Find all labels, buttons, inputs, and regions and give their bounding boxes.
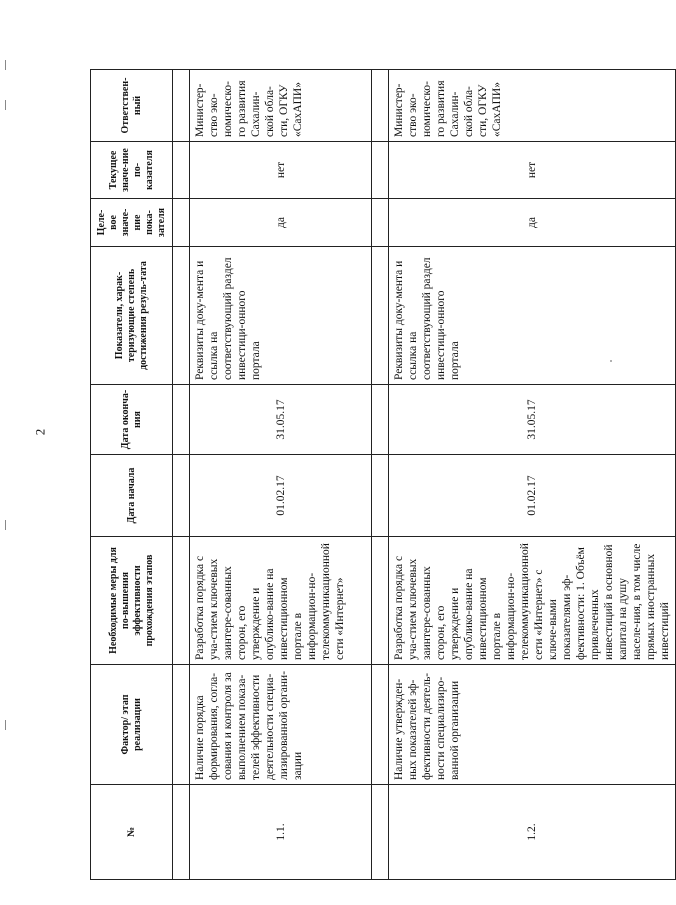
responsible-cell: Министер-ство эко-номическо-го развития Сахалин-ской обла-сти, ОГКУ «СахАПИ» xyxy=(190,70,372,142)
header-cell: Текущее значе-ние по-казателя xyxy=(91,142,173,199)
header-cell: Ответствен-ный xyxy=(91,70,173,142)
indicator-cell: Реквизиты доку-мента и ссылка на соответствующий раздел инвестици-онного портала xyxy=(190,247,372,385)
header-cell: Показатели, харак-теризующие степень достижения резуль-тата xyxy=(91,247,173,385)
margin-mark xyxy=(5,60,6,70)
measures-table xyxy=(90,69,676,880)
row-number: 1.1. xyxy=(190,785,372,880)
spacer-row xyxy=(372,70,389,880)
header-cell: Дата начала xyxy=(91,455,173,537)
row-number: 1.2. xyxy=(389,785,676,880)
measures-cell: Разработка порядка с уча-стием ключевых заинтере-сованных сторон, его утверждение и опублико-вание на инвестиционном портале в информацион-но-телекоммуникационной сети «Интернет» xyxy=(190,537,372,665)
end-date-cell: 31.05.17 xyxy=(389,385,676,455)
current-value-cell: нет xyxy=(389,142,676,199)
header-cell: Целе-вое значе-ние пока-зателя xyxy=(91,199,173,247)
rotated-table-container xyxy=(90,70,671,880)
start-date-cell: 01.02.17 xyxy=(190,455,372,537)
current-value-cell: нет xyxy=(190,142,372,199)
start-date-cell: 01.02.17 xyxy=(389,455,676,537)
margin-mark xyxy=(5,100,6,110)
target-value-cell: да xyxy=(389,199,676,247)
margin-mark xyxy=(5,720,6,730)
target-value-cell: да xyxy=(190,199,372,247)
table-row xyxy=(190,70,372,880)
factor-cell: Наличие порядка формирования, согла-сования и контроля за выполнением показа-телей эффективности деятельности специа-лизированной органи-зации xyxy=(190,665,372,785)
spacer-row xyxy=(173,70,190,880)
header-cell: Фактор/ этап реализации xyxy=(91,665,173,785)
margin-mark xyxy=(5,520,6,530)
header-cell: № xyxy=(91,785,173,880)
factor-cell: Наличие утвержден-ных показателей эф-фективности деятель-ности специализиро-ванной организации xyxy=(389,665,676,785)
table-row xyxy=(389,70,676,880)
measures-cell: Разработка порядка с уча-стием ключевых заинтере-сованных сторон, его утверждение и опублико-вание на инвестиционном портале в информацион-но-телекоммуникационной сети «Интернет» с ключе-выми показателями эф-фективности: 1. Объём привлеченных инвестиций в основной капитал на душу населе-ния, в том числе прямых иностранных инвестиций xyxy=(389,537,676,665)
header-cell: Дата оконча-ния xyxy=(91,385,173,455)
header-cell: Необходимые меры для по-вышения эффективности прохождения этапов xyxy=(91,537,173,665)
end-date-cell: 31.05.17 xyxy=(190,385,372,455)
header-row xyxy=(91,70,173,880)
page-number: 2 xyxy=(32,428,48,436)
responsible-cell: Министер-ство эко-номическо-го развития Сахалин-ской обла-сти, ОГКУ «СахАПИ» xyxy=(389,70,676,142)
indicator-cell: Реквизиты доку-мента и ссылка на соответствующий раздел инвестици-онного портала xyxy=(389,247,676,385)
